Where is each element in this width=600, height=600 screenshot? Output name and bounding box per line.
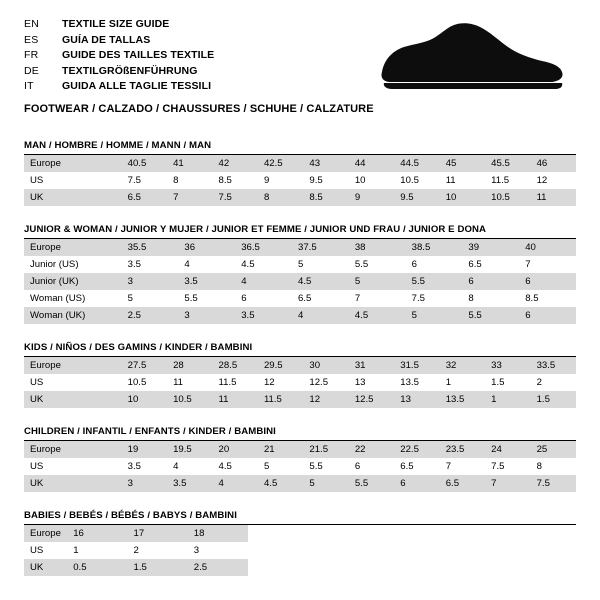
cell: 19 [122,441,167,458]
row-label: Woman (UK) [24,307,122,324]
cell: 13 [349,374,394,391]
cell: 5 [292,256,349,273]
table-row [24,172,576,189]
table-row [24,155,576,172]
cell: 7.5 [531,475,576,492]
cell: 12.5 [303,374,348,391]
cell: 6 [519,307,576,324]
cell: 3 [188,542,248,559]
group-title: BABIES / BEBÉS / BÉBÉS / BABYS / BAMBINI [24,510,237,521]
cell: 8.5 [303,189,348,206]
cell: 33.5 [531,357,576,374]
cell: 3 [178,307,235,324]
table-row [24,391,576,408]
cell: 41 [167,155,212,172]
cell: 8 [531,458,576,475]
cell: 37.5 [292,239,349,256]
row-label: US [24,542,67,559]
row-label: Junior (US) [24,256,122,273]
cell: 10 [440,189,485,206]
language-title-list [24,17,214,95]
cell: 33 [485,357,530,374]
table-row [24,441,576,458]
language-code: EN [24,18,39,30]
cell: 4.5 [258,475,303,492]
cell: 3.5 [122,458,167,475]
cell: 44 [349,155,394,172]
cell: 23.5 [440,441,485,458]
cell: 28.5 [213,357,258,374]
cell: 1 [485,391,530,408]
cell: 3.5 [178,273,235,290]
cell: 11 [531,189,576,206]
cell: 9 [258,172,303,189]
cell: 5.5 [178,290,235,307]
cell: 2.5 [188,559,248,576]
row-label: Europe [24,525,67,542]
cell: 1 [67,542,127,559]
language-row [24,17,214,33]
cell: 2 [127,542,187,559]
group-title: KIDS / NIÑOS / DES GAMINS / KINDER / BAMBINI [24,342,253,353]
cell: 4 [292,307,349,324]
cell: 9 [349,189,394,206]
group-title: CHILDREN / INFANTIL / ENFANTS / KINDER / BAMBINI [24,426,276,437]
cell: 7 [167,189,212,206]
cell: 7 [349,290,406,307]
cell: 31.5 [394,357,439,374]
table-row [24,273,576,290]
cell: 13.5 [394,374,439,391]
group-children [24,426,576,492]
cell: 6 [349,458,394,475]
group-title: MAN / HOMBRE / HOMME / MANN / MAN [24,140,212,151]
cell: 46 [531,155,576,172]
cell: 1.5 [531,391,576,408]
table-row [24,307,576,324]
cell: 4.5 [235,256,292,273]
row-label: US [24,374,122,391]
language-title: TEXTILGRÖßENFÜHRUNG [62,64,198,77]
cell: 8 [462,290,519,307]
cell: 4.5 [213,458,258,475]
cell: 12 [303,391,348,408]
cell: 38.5 [406,239,463,256]
cell: 0.5 [67,559,127,576]
cell: 38 [349,239,406,256]
size-table-junior-woman [24,239,576,324]
cell: 36 [178,239,235,256]
language-row [24,48,214,64]
cell: 1.5 [127,559,187,576]
cell: 45.5 [485,155,530,172]
row-label: Woman (US) [24,290,122,307]
cell: 8 [258,189,303,206]
footwear-section-title: FOOTWEAR / CALZADO / CHAUSSURES / SCHUHE / CALZATURE [24,102,374,115]
cell: 4.5 [292,273,349,290]
cell: 3 [122,475,167,492]
table-row [24,458,576,475]
cell: 6 [519,273,576,290]
cell: 45 [440,155,485,172]
cell: 7 [440,458,485,475]
cell: 17 [127,525,187,542]
cell: 4 [178,256,235,273]
cell: 40.5 [122,155,167,172]
cell: 16 [67,525,127,542]
row-label: UK [24,475,122,492]
cell: 12.5 [349,391,394,408]
cell: 3 [122,273,179,290]
cell: 11.5 [485,172,530,189]
language-code: DE [24,64,39,77]
cell: 9.5 [303,172,348,189]
cell: 19.5 [167,441,212,458]
cell: 36.5 [235,239,292,256]
cell: 4 [167,458,212,475]
row-label: Europe [24,357,122,374]
cell: 11.5 [213,374,258,391]
cell: 7.5 [406,290,463,307]
cell: 31 [349,357,394,374]
cell: 20 [213,441,258,458]
cell: 11 [440,172,485,189]
cell: 40 [519,239,576,256]
cell: 28 [167,357,212,374]
table-row [24,475,576,492]
cell: 21 [258,441,303,458]
cell: 5 [303,475,348,492]
language-code: FR [24,49,39,62]
table-row [24,525,248,542]
cell: 8.5 [519,290,576,307]
cell: 27.5 [122,357,167,374]
cell: 6.5 [394,458,439,475]
cell: 1 [440,374,485,391]
cell: 13 [394,391,439,408]
cell: 6.5 [440,475,485,492]
cell: 10 [122,391,167,408]
cell: 5.5 [349,256,406,273]
table-row [24,256,576,273]
cell: 44.5 [394,155,439,172]
cell: 21.5 [303,441,348,458]
language-row [24,79,214,95]
table-row [24,357,576,374]
row-label: Europe [24,155,122,172]
cell: 42 [213,155,258,172]
table-row [24,189,576,206]
cell: 11 [167,374,212,391]
page-header [24,0,576,115]
row-label: Europe [24,239,122,256]
cell: 6 [406,256,463,273]
language-title: GUÍA DE TALLAS [62,33,151,46]
cell: 9.5 [394,189,439,206]
cell: 6 [235,290,292,307]
group-title: JUNIOR & WOMAN / JUNIOR Y MUJER / JUNIOR ET FEMME / JUNIOR UND FRAU / JUNIOR E DONA [24,224,487,235]
language-code: ES [24,33,39,46]
cell: 6 [394,475,439,492]
row-label: UK [24,559,67,576]
cell: 12 [531,172,576,189]
cell: 32 [440,357,485,374]
cell: 43 [303,155,348,172]
cell: 10.5 [167,391,212,408]
language-title: GUIDA ALLE TAGLIE TESSILI [62,80,212,93]
group-babies [24,510,576,576]
cell: 10.5 [394,172,439,189]
cell: 4 [213,475,258,492]
cell: 7.5 [213,189,258,206]
language-title: GUIDE DES TAILLES TEXTILE [62,49,215,62]
row-label: Junior (UK) [24,273,122,290]
cell: 6.5 [462,256,519,273]
cell: 7 [485,475,530,492]
cell: 4 [235,273,292,290]
cell: 7.5 [485,458,530,475]
table-row [24,542,248,559]
table-row [24,374,576,391]
cell: 3.5 [235,307,292,324]
cell: 2 [531,374,576,391]
cell: 42.5 [258,155,303,172]
table-row [24,559,248,576]
group-kids [24,342,576,408]
row-label: Europe [24,441,122,458]
cell: 22.5 [394,441,439,458]
cell: 3.5 [122,256,179,273]
language-row [24,33,214,49]
cell: 39 [462,239,519,256]
size-table-kids [24,357,576,408]
row-label: US [24,458,122,475]
cell: 5 [258,458,303,475]
cell: 3.5 [167,475,212,492]
size-table-children [24,441,576,492]
cell: 10.5 [122,374,167,391]
row-label: UK [24,189,122,206]
cell: 12 [258,374,303,391]
cell: 11.5 [258,391,303,408]
cell: 6.5 [292,290,349,307]
cell: 5 [349,273,406,290]
cell: 7.5 [122,172,167,189]
size-table-man [24,155,576,206]
group-junior-woman [24,224,576,324]
table-row [24,239,576,256]
cell: 5.5 [462,307,519,324]
cell: 22 [349,441,394,458]
cell: 11 [213,391,258,408]
cell: 8.5 [213,172,258,189]
cell: 2.5 [122,307,179,324]
cell: 5.5 [406,273,463,290]
cell: 4.5 [349,307,406,324]
cell: 29.5 [258,357,303,374]
cell: 5 [122,290,179,307]
cell: 5.5 [349,475,394,492]
cell: 35.5 [122,239,179,256]
cell: 24 [485,441,530,458]
cell: 6.5 [122,189,167,206]
language-row [24,64,214,80]
cell: 1.5 [485,374,530,391]
cell: 5 [406,307,463,324]
dress-shoe-icon [376,20,566,95]
cell: 18 [188,525,248,542]
row-label: US [24,172,122,189]
cell: 30 [303,357,348,374]
cell: 25 [531,441,576,458]
cell: 7 [519,256,576,273]
cell: 5.5 [303,458,348,475]
size-table-babies [24,525,248,576]
table-row [24,290,576,307]
group-man [24,140,576,206]
row-label: UK [24,391,122,408]
cell: 10 [349,172,394,189]
cell: 6 [462,273,519,290]
cell: 10.5 [485,189,530,206]
language-title: TEXTILE SIZE GUIDE [62,18,170,30]
cell: 13.5 [440,391,485,408]
cell: 8 [167,172,212,189]
language-code: IT [24,80,34,93]
